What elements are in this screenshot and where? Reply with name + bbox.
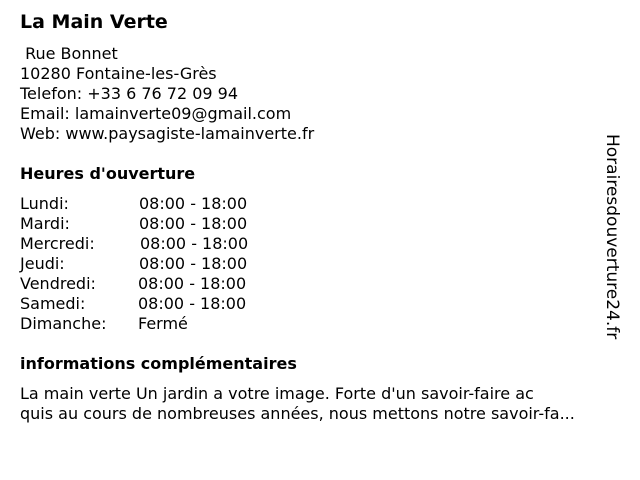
day-hours: 08:00 - 18:00 bbox=[138, 294, 247, 313]
phone-line: Telefon: +33 6 76 72 09 94 bbox=[20, 84, 239, 103]
opening-hours-heading: Heures d'ouverture bbox=[20, 164, 196, 183]
hours-row-thursday bbox=[20, 254, 300, 274]
hours-row-sunday bbox=[20, 314, 300, 334]
hours-row-saturday bbox=[20, 294, 300, 314]
day-label: Dimanche: bbox=[20, 314, 107, 333]
day-hours: 08:00 - 18:00 bbox=[139, 254, 248, 273]
day-label: Samedi: bbox=[20, 294, 86, 313]
additional-info-heading: informations complémentaires bbox=[20, 354, 297, 373]
info-text-line: La main verte Un jardin a votre image. Forte d'un savoir-faire ac bbox=[20, 384, 534, 403]
address-block bbox=[20, 44, 314, 144]
business-name: La Main Verte bbox=[20, 11, 168, 33]
day-label: Lundi: bbox=[20, 194, 69, 213]
hours-row-monday bbox=[20, 194, 300, 214]
city-line: 10280 Fontaine-les-Grès bbox=[20, 64, 217, 83]
day-hours: 08:00 - 18:00 bbox=[138, 274, 247, 293]
day-label: Vendredi: bbox=[20, 274, 96, 293]
opening-hours-table bbox=[20, 194, 300, 334]
day-hours: 08:00 - 18:00 bbox=[139, 214, 248, 233]
day-hours: Fermé bbox=[138, 314, 188, 333]
info-text-line: quis au cours de nombreuses années, nous mettons notre savoir-fa... bbox=[20, 404, 575, 423]
hours-row-tuesday bbox=[20, 214, 300, 234]
hours-row-friday bbox=[20, 274, 300, 294]
day-label: Jeudi: bbox=[20, 254, 65, 273]
additional-info-text bbox=[20, 384, 632, 424]
web-line: Web: www.paysagiste-lamainverte.fr bbox=[20, 124, 315, 143]
day-label: Mardi: bbox=[20, 214, 70, 233]
street-line: Rue Bonnet bbox=[20, 44, 118, 63]
day-label: Mercredi: bbox=[20, 234, 95, 253]
day-hours: 08:00 - 18:00 bbox=[139, 194, 248, 213]
site-watermark: Horairesdouverture24.fr bbox=[602, 134, 622, 340]
hours-row-wednesday bbox=[20, 234, 300, 254]
email-line: Email: lamainverte09@gmail.com bbox=[20, 104, 292, 123]
day-hours: 08:00 - 18:00 bbox=[140, 234, 249, 253]
